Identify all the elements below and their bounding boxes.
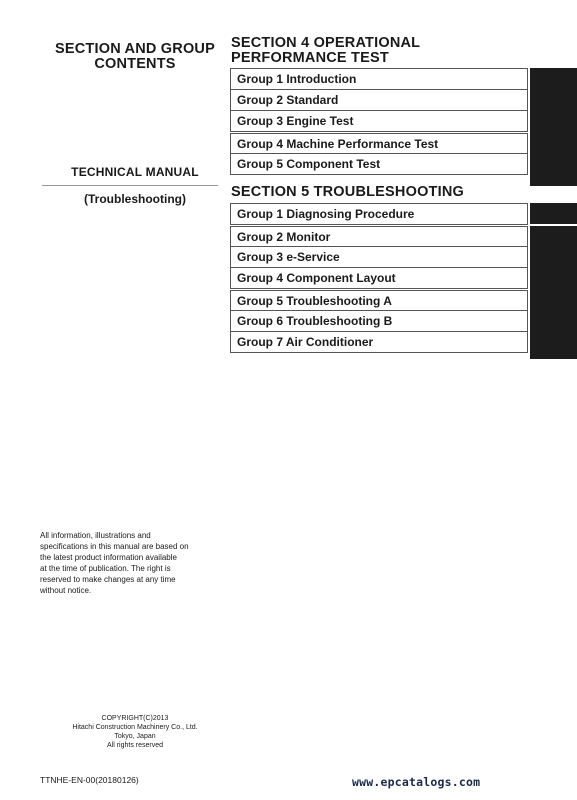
disclaimer-line-2: specifications in this manual are based on — [40, 542, 189, 551]
disclaimer-line-5: reserved to make changes at any time — [40, 575, 176, 584]
disclaimer-line-6: without notice. — [40, 586, 92, 595]
section4-group-1[interactable]: Group 1 Introduction — [230, 69, 528, 90]
section5-group-7[interactable]: Group 7 Air Conditioner — [230, 332, 528, 353]
section5-group-3[interactable]: Group 3 e-Service — [230, 247, 528, 268]
manual-divider — [42, 185, 218, 186]
disclaimer-line-4: at the time of publication. The right is — [40, 564, 171, 573]
section5-title: SECTION 5 TROUBLESHOOTING — [231, 184, 464, 200]
manual-type: TECHNICAL MANUAL — [71, 165, 199, 179]
section5-group-6[interactable]: Group 6 Troubleshooting B — [230, 311, 528, 332]
section4-group-2[interactable]: Group 2 Standard — [230, 90, 528, 111]
section5-group-list — [230, 203, 528, 353]
section4-group-5[interactable]: Group 5 Component Test — [230, 154, 528, 175]
section4-title-line-1: SECTION 4 OPERATIONAL — [231, 35, 421, 51]
disclaimer-line-3: the latest product information available — [40, 553, 177, 562]
section5-group-1[interactable]: Group 1 Diagnosing Procedure — [230, 204, 528, 225]
left-title — [42, 42, 228, 72]
section4-group-4[interactable]: Group 4 Machine Performance Test — [230, 133, 528, 154]
disclaimer — [40, 530, 220, 596]
section4-title-line-2: PERFORMANCE TEST — [231, 50, 389, 66]
disclaimer-line-1: All information, illustrations and — [40, 531, 151, 540]
copyright-line-1: COPYRIGHT(C)2013 — [101, 715, 169, 722]
section4-edge-tab — [530, 68, 577, 186]
section4-group-3[interactable]: Group 3 Engine Test — [230, 111, 528, 132]
section5-group-2[interactable]: Group 2 Monitor — [230, 226, 528, 247]
copyright-line-3: Tokyo, Japan — [114, 733, 156, 740]
document-code: TTNHE-EN-00(20180126) — [40, 775, 139, 785]
section4-group-list — [230, 68, 528, 175]
footer-url[interactable]: www.epcatalogs.com — [352, 775, 481, 789]
left-title-line-2: CONTENTS — [94, 56, 176, 72]
copyright-line-4: All rights reserved — [106, 742, 164, 749]
copyright-line-2: Hitachi Construction Machinery Co., Ltd. — [72, 724, 198, 731]
section4-title — [231, 36, 420, 66]
manual-subtitle: (Troubleshooting) — [84, 192, 186, 206]
section5-group-4[interactable]: Group 4 Component Layout — [230, 268, 528, 289]
copyright — [60, 714, 210, 750]
section5-group-5[interactable]: Group 5 Troubleshooting A — [230, 290, 528, 311]
left-title-line-1: SECTION AND GROUP — [55, 41, 215, 57]
section5-edge-tab-1 — [530, 203, 577, 224]
section5-edge-tab-2 — [530, 226, 577, 359]
